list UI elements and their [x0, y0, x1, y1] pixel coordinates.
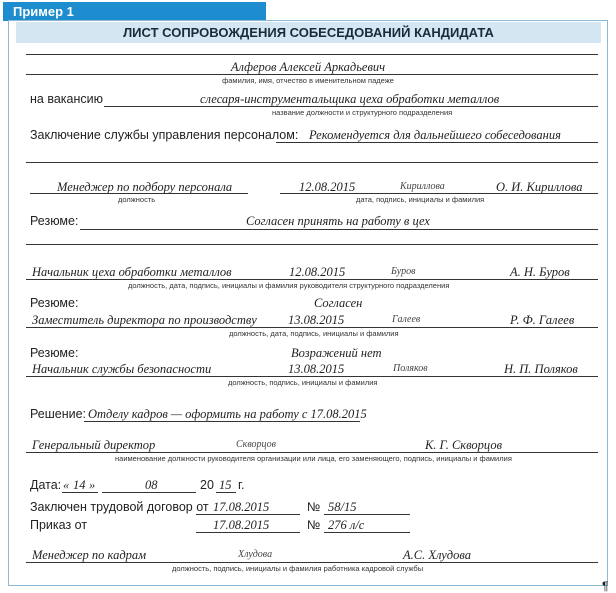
- blank-line: [26, 244, 598, 245]
- order-date: 17.08.2015: [213, 518, 270, 532]
- hr-clerk-signature: Хлудова: [238, 549, 273, 560]
- head-1-name: А. Н. Буров: [510, 265, 570, 279]
- decision-line: [84, 421, 360, 422]
- director-caption: наименование должности руководителя организации или лица, его заменяющего, подпись, инициалы и фамилия: [115, 454, 512, 463]
- head-2-caption: должность, дата, подпись, инициалы и фамилия: [229, 329, 399, 338]
- hr-manager-position: Менеджер по подбору персонала: [57, 180, 233, 194]
- resume-1-line: [80, 229, 598, 230]
- vacancy-value: слесаря-инструментальщика цеха обработки металлов: [200, 92, 500, 106]
- head-1-caption: должность, дата, подпись, инициалы и фамилия руководителя структурного подразделения: [128, 281, 450, 290]
- director-line: [26, 452, 598, 453]
- order-number-line: [324, 532, 410, 533]
- hr-manager-caption-right: дата, подпись, инициалы и фамилия: [356, 195, 485, 204]
- director-signature: Скворцов: [236, 439, 277, 450]
- date-suffix: г.: [238, 478, 245, 492]
- director-name: К. Г. Скворцов: [425, 438, 502, 452]
- hr-clerk-line: [26, 562, 598, 563]
- pilcrow-mark: ¶: [602, 579, 609, 593]
- head-1-signature: Буров: [391, 266, 416, 277]
- date-month-line: [102, 492, 196, 493]
- vacancy-caption: название должности и структурного подразделения: [272, 108, 453, 117]
- head-2-date: 13.08.2015: [288, 313, 345, 327]
- resume-1-value: Согласен принять на работу в цех: [246, 214, 430, 228]
- hr-clerk-caption: должность, подпись, инициалы и фамилия работника кадровой службы: [172, 564, 424, 573]
- head-3-caption: должность, подпись, инициалы и фамилия: [228, 378, 378, 387]
- resume-2-value: Согласен: [314, 296, 363, 310]
- date-quote-close: »: [89, 478, 96, 492]
- contract-date-line: [196, 514, 300, 515]
- decision-value: Отделу кадров — оформить на работу с 17.08.2015: [88, 407, 367, 421]
- date-year-line: [216, 492, 236, 493]
- date-day: 14: [73, 478, 86, 492]
- head-3-date: 13.08.2015: [288, 362, 345, 376]
- resume-2-label: Резюме:: [30, 296, 79, 310]
- hr-manager-line-left: [30, 193, 248, 194]
- hr-manager-date: 12.08.2015: [299, 180, 356, 194]
- candidate-caption: фамилия, имя, отчество в именительном падеже: [222, 76, 394, 85]
- hr-clerk-name: А.С. Хлудова: [403, 548, 471, 562]
- date-year: 15: [219, 478, 232, 492]
- form-title: ЛИСТ СОПРОВОЖДЕНИЯ СОБЕСЕДОВАНИЙ КАНДИДАТА: [16, 22, 601, 43]
- resume-3-label: Резюме:: [30, 346, 79, 360]
- contract-date: 17.08.2015: [213, 500, 270, 514]
- hr-conclusion-label: Заключение службы управления персоналом:: [30, 128, 299, 142]
- head-3-name: Н. П. Поляков: [504, 362, 578, 376]
- decision-label: Решение:: [30, 407, 87, 421]
- hr-manager-caption-left: должность: [118, 195, 156, 204]
- order-num-sign: №: [307, 518, 321, 532]
- contract-number: 58/15: [328, 500, 357, 514]
- head-3-signature: Поляков: [393, 363, 428, 374]
- contract-number-line: [324, 514, 410, 515]
- example-tag: Пример 1: [3, 2, 266, 21]
- director-position: Генеральный директор: [32, 438, 156, 452]
- head-2-name: Р. Ф. Галеев: [510, 313, 575, 327]
- resume-3-value: Возражений нет: [291, 346, 382, 360]
- resume-1-label: Резюме:: [30, 214, 79, 228]
- head-1-line: [26, 279, 598, 280]
- date-month: 08: [145, 478, 158, 492]
- vacancy-label: на вакансию: [30, 92, 103, 106]
- blank-line: [26, 54, 598, 55]
- date-quote-open: «: [63, 478, 70, 492]
- head-3-position: Начальник службы безопасности: [32, 362, 212, 376]
- contract-num-sign: №: [307, 500, 321, 514]
- hr-conclusion-value: Рекомендуется для дальнейшего собеседования: [309, 128, 561, 142]
- candidate-name: Алферов Алексей Аркадьевич: [230, 60, 386, 74]
- order-number: 276 л/с: [328, 518, 365, 532]
- candidate-line: [26, 74, 598, 75]
- head-3-line: [26, 376, 598, 377]
- head-2-line: [26, 327, 598, 328]
- head-1-date: 12.08.2015: [289, 265, 346, 279]
- order-date-line: [196, 532, 300, 533]
- hr-manager-line-right: [280, 193, 598, 194]
- hr-manager-name: О. И. Кириллова: [496, 180, 583, 194]
- head-2-signature: Галеев: [392, 314, 421, 325]
- date-day-line: [62, 492, 98, 493]
- hr-manager-signature: Кириллова: [400, 181, 445, 192]
- date-label: Дата:: [30, 478, 62, 492]
- head-2-position: Заместитель директора по производству: [32, 313, 257, 327]
- blank-line: [26, 162, 598, 163]
- vacancy-line: [104, 106, 598, 107]
- contract-label: Заключен трудовой договор от: [30, 500, 209, 514]
- head-1-position: Начальник цеха обработки металлов: [32, 265, 232, 279]
- date-year-prefix: 20: [200, 478, 214, 492]
- hr-clerk-position: Менеджер по кадрам: [32, 548, 147, 562]
- order-label: Приказ от: [30, 518, 88, 532]
- hr-conclusion-line: [276, 142, 598, 143]
